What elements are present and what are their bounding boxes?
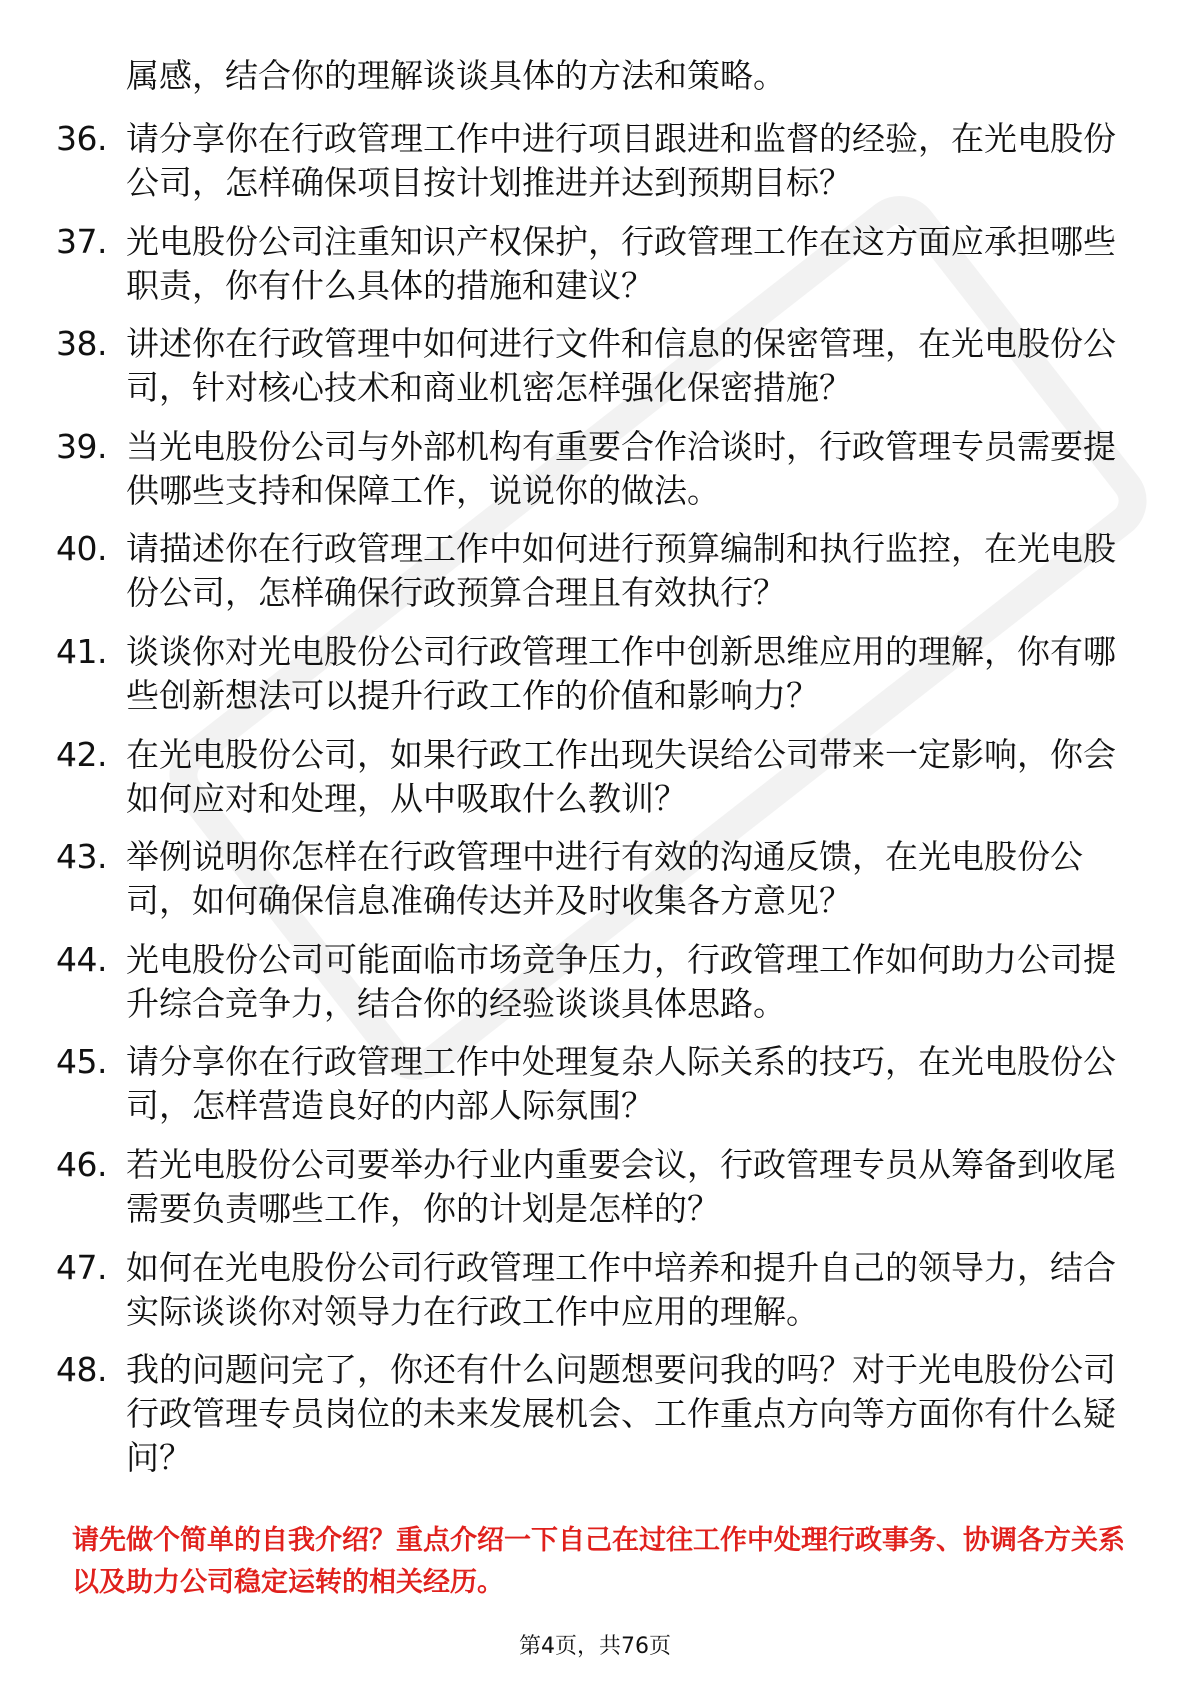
question-text: 请分享你在行政管理工作中处理复杂人际关系的技巧，在光电股份公司，怎样营造良好的内部人际氛围？ [126,1042,1116,1126]
question-text: 光电股份公司可能面临市场竞争压力，行政管理工作如何助力公司提升综合竞争力，结合你的经验谈谈具体思路。 [126,939,1116,1023]
question-text: 如何在光电股份公司行政管理工作中培养和提升自己的领导力，结合实际谈谈你对领导力在行政工作中应用的理解。 [126,1247,1116,1331]
question-text: 若光电股份公司要举办行业内重要会议，行政管理专员从筹备到收尾需要负责哪些工作，你的计划是怎样的？ [126,1144,1116,1228]
question-text: 我的问题问完了，你还有什么问题想要问我的吗？对于光电股份公司行政管理专员岗位的未来发展机会、工作重点方向等方面你有什么疑问？ [126,1350,1116,1478]
question-item [0,938,1190,1026]
question-text: 光电股份公司注重知识产权保护，行政管理工作在这方面应承担哪些职责，你有什么具体的措施和建议？ [126,221,1116,305]
question-item [0,1246,1190,1334]
question-number: 43. [56,837,107,877]
question-item [0,425,1190,513]
highlighted-prompt: 请先做个简单的自我介绍？重点介绍一下自己在过往工作中处理行政事务、协调各方关系以及助力公司稳定运转的相关经历。 [72,1525,1125,1598]
question-item [0,322,1190,410]
question-text: 谈谈你对光电股份公司行政管理工作中创新思维应用的理解，你有哪些创新想法可以提升行政工作的价值和影响力？ [126,631,1116,715]
question-item [0,527,1190,615]
question-number: 41. [56,631,107,671]
question-item [0,733,1190,821]
question-text: 举例说明你怎样在行政管理中进行有效的沟通反馈，在光电股份公司，如何确保信息准确传达并及时收集各方意见？ [126,837,1083,921]
question-number: 45. [56,1042,107,1082]
question-number: 47. [56,1247,107,1287]
question-text: 在光电股份公司，如果行政工作出现失误给公司带来一定影响，你会如何应对和处理，从中吸取什么教训？ [126,734,1116,818]
question-item [0,630,1190,718]
page-number-footer: 第4页，共76页 [519,1634,671,1659]
question-item [0,117,1190,205]
question-item [0,1348,1190,1480]
question-number: 46. [56,1144,107,1184]
question-number: 38. [56,324,107,364]
question-number: 37. [56,221,107,261]
question-item [0,835,1190,923]
question-number: 39. [56,426,107,466]
question-number: 40. [56,529,107,569]
question-list [0,117,1190,1495]
question-item [0,220,1190,308]
question-text: 当光电股份公司与外部机构有重要合作洽谈时，行政管理专员需要提供哪些支持和保障工作，说说你的做法。 [126,426,1116,510]
question-number: 42. [56,734,107,774]
question-text: 请分享你在行政管理工作中进行项目跟进和监督的经验，在光电股份公司，怎样确保项目按计划推进并达到预期目标？ [126,119,1116,202]
question-item [0,1143,1190,1231]
question-number: 36. [56,119,107,158]
question-text: 请描述你在行政管理工作中如何进行预算编制和执行监控，在光电股份公司，怎样确保行政预算合理且有效执行？ [126,529,1116,613]
question-number: 48. [56,1350,107,1390]
continued-question-text: 属感，结合你的理解谈谈具体的方法和策略。 [126,56,786,95]
question-item [0,1040,1190,1128]
question-number: 44. [56,939,107,979]
question-text: 讲述你在行政管理中如何进行文件和信息的保密管理，在光电股份公司，针对核心技术和商业机密怎样强化保密措施？ [126,324,1116,408]
